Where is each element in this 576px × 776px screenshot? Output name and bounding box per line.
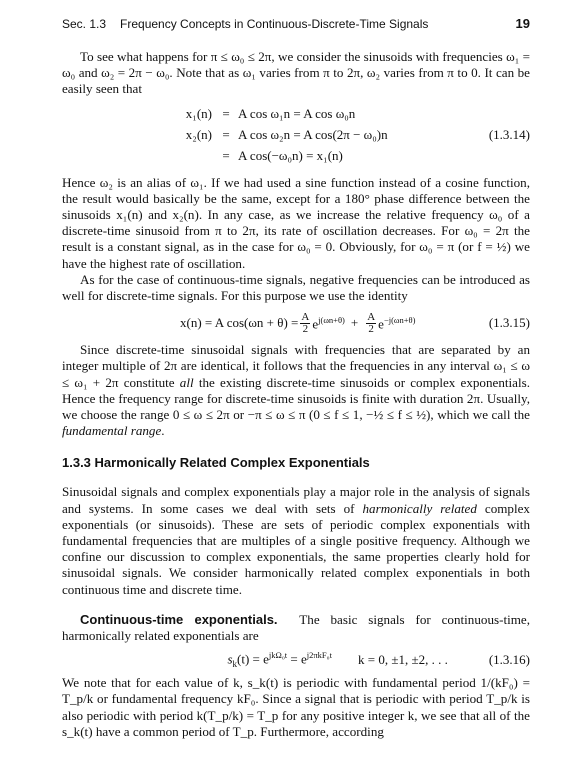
- fraction-denominator: 2: [368, 322, 374, 335]
- equation-1-3-15: [62, 310, 530, 336]
- plus-sign: +: [350, 315, 359, 331]
- exp-superscript-2: j2πkF₀t: [306, 650, 332, 661]
- paragraph-7: We note that for each value of k, s_k(t) is periodic with fundamental period 1/(kF₀) = T_p/k or fundamental frequency kF₀. Since a signal that is periodic with period T_p/k is also periodic with period k(T_p/k) = T_p for any positive integer k, we see that all of the s_k(t) have a common period of T_p. Furthermore, according: [62, 675, 530, 739]
- eq-lhs-x2: x₂(n): [185, 127, 212, 143]
- equation-1-3-16: [62, 650, 530, 669]
- page-number: 19: [515, 16, 530, 31]
- paragraph-4: [62, 342, 530, 439]
- eq-mid: = e: [287, 651, 307, 667]
- sk-rest: (t) = e: [237, 651, 269, 667]
- fraction-numerator: A: [301, 310, 310, 323]
- paragraph-6: [62, 612, 530, 644]
- eq-lhs-sk: [62, 650, 338, 669]
- fraction-a-over-2: [300, 312, 310, 335]
- p4-emphasis-all: all: [179, 374, 194, 390]
- eq-rhs-x1: A cos ω₁n = A cos ω₀n: [238, 106, 356, 122]
- exp-term-2: [378, 315, 415, 332]
- exp-term-1: [312, 315, 345, 332]
- spacer: [62, 598, 530, 612]
- running-head-left: [62, 17, 428, 31]
- equation-row-1: [62, 104, 530, 125]
- exp-base: e: [378, 315, 384, 331]
- exp-base: e: [312, 315, 319, 331]
- section-number: Sec. 1.3: [62, 17, 107, 31]
- equation-1-3-14: [62, 104, 530, 167]
- equation-number: (1.3.15): [488, 315, 530, 331]
- eq-rhs-x2: A cos ω₂n = A cos(2π − ω₀)n: [238, 127, 388, 143]
- sk-subscript: k: [232, 659, 238, 670]
- chapter-title: Frequency Concepts in Continuous-Discrete-Time Signals: [120, 17, 429, 31]
- equals-sign: =: [222, 148, 230, 164]
- eq-rhs-alias: A cos(−ω₀n) = x₁(n): [238, 148, 343, 164]
- p4-text-b: the existing discrete-time sinusoids or complex exponentials. Hence the frequency range for discrete-time sinusoids is finite with duration 2π. Usually, we choose the range 0 ≤ ω ≤ 2π or −π ≤ ω ≤ π (0 ≤ f ≤ 1, −½ ≤ f ≤ ½), which we call the: [62, 374, 530, 423]
- fraction-denominator: 2: [302, 322, 309, 335]
- equation-number: (1.3.14): [488, 127, 530, 143]
- exp-superscript: −j(ωn+θ): [383, 314, 416, 325]
- equation-row-identity: [62, 310, 530, 336]
- eq-lhs-x1: x₁(n): [185, 106, 212, 122]
- running-head: [62, 16, 530, 31]
- p4-text-c: .: [161, 423, 165, 439]
- p5-text-a: Sinusoidal signals and complex exponentials play a major role in the analysis of signals and systems. In some cases we deal with sets of: [62, 484, 530, 516]
- sk-symbol: s: [227, 651, 233, 667]
- p6-text: The basic signals for continuous-time, harmonically related exponentials are: [62, 611, 530, 644]
- equation-row-2: [62, 125, 530, 146]
- p4-text-a: Since discrete-time sinusoidal signals with frequencies that are separated by an integer multiple of 2π are identical, it follows that the frequencies in any interval ω₁ ≤ ω ≤ ω₁ + 2π constitute: [62, 342, 530, 390]
- equals-sign: =: [222, 127, 230, 143]
- section-heading: 1.3.3 Harmonically Related Complex Exponentials: [62, 455, 370, 471]
- p5-text-b: complex exponentials (or sinusoids). These are sets of periodic complex exponentials with fundamental frequencies that are multiples of a single positive frequency. Although we confine our discussion to complex exponentials, the same properties clearly hold for sinusoidal signals. We consider harmonically related complex exponentials in both continuous time and discrete time.: [62, 500, 530, 597]
- eq-condition: k = 0, ±1, ±2, . . .: [358, 651, 448, 667]
- eq-lhs-identity: x(n) = A cos(ωn + θ) =: [180, 315, 299, 331]
- run-in-heading: Continuous-time exponentials.: [80, 611, 278, 627]
- fraction-a-over-2: [366, 312, 376, 335]
- equation-number: (1.3.16): [488, 651, 530, 667]
- equation-row-3: [62, 146, 530, 167]
- paragraph-2: Hence ω₂ is an alias of ω₁. If we had used a sine function instead of a cosine function, the result would basically be the same, except for a 180° phase difference between the sinusoids x₁(n) and x₂(n). In any case, as we increase the relative frequency ω₀ of a discrete-time sinusoid from π to 2π, its rate of oscillation decreases. For ω₀ = 2π the result is a constant signal, as in the case for ω₀ = 0. Obviously, for ω₀ = π (or f = ½) we have the highest rate of oscillation.: [62, 174, 530, 271]
- p4-emphasis-fundamental-range: fundamental range: [62, 423, 162, 439]
- paragraph-5: [62, 484, 530, 597]
- exp-superscript: j(ωn+θ): [318, 314, 345, 325]
- exp-superscript-1: jkΩ₀t: [268, 650, 288, 661]
- equals-sign: =: [222, 106, 230, 122]
- fraction-numerator: A: [367, 310, 376, 323]
- paragraph-1: To see what happens for π ≤ ω₀ ≤ 2π, we consider the sinusoids with frequencies ω₁ = ω₀ and ω₂ = 2π − ω₀. Note that as ω₁ varies from π to 2π, ω₂ varies from π to 0. It can be easily seen that: [62, 49, 530, 97]
- p5-emphasis: harmonically related: [362, 500, 477, 516]
- paragraph-3: As for the case of continuous-time signals, negative frequencies can be introduced as well for discrete-time signals. For this purpose we use the identity: [62, 271, 530, 304]
